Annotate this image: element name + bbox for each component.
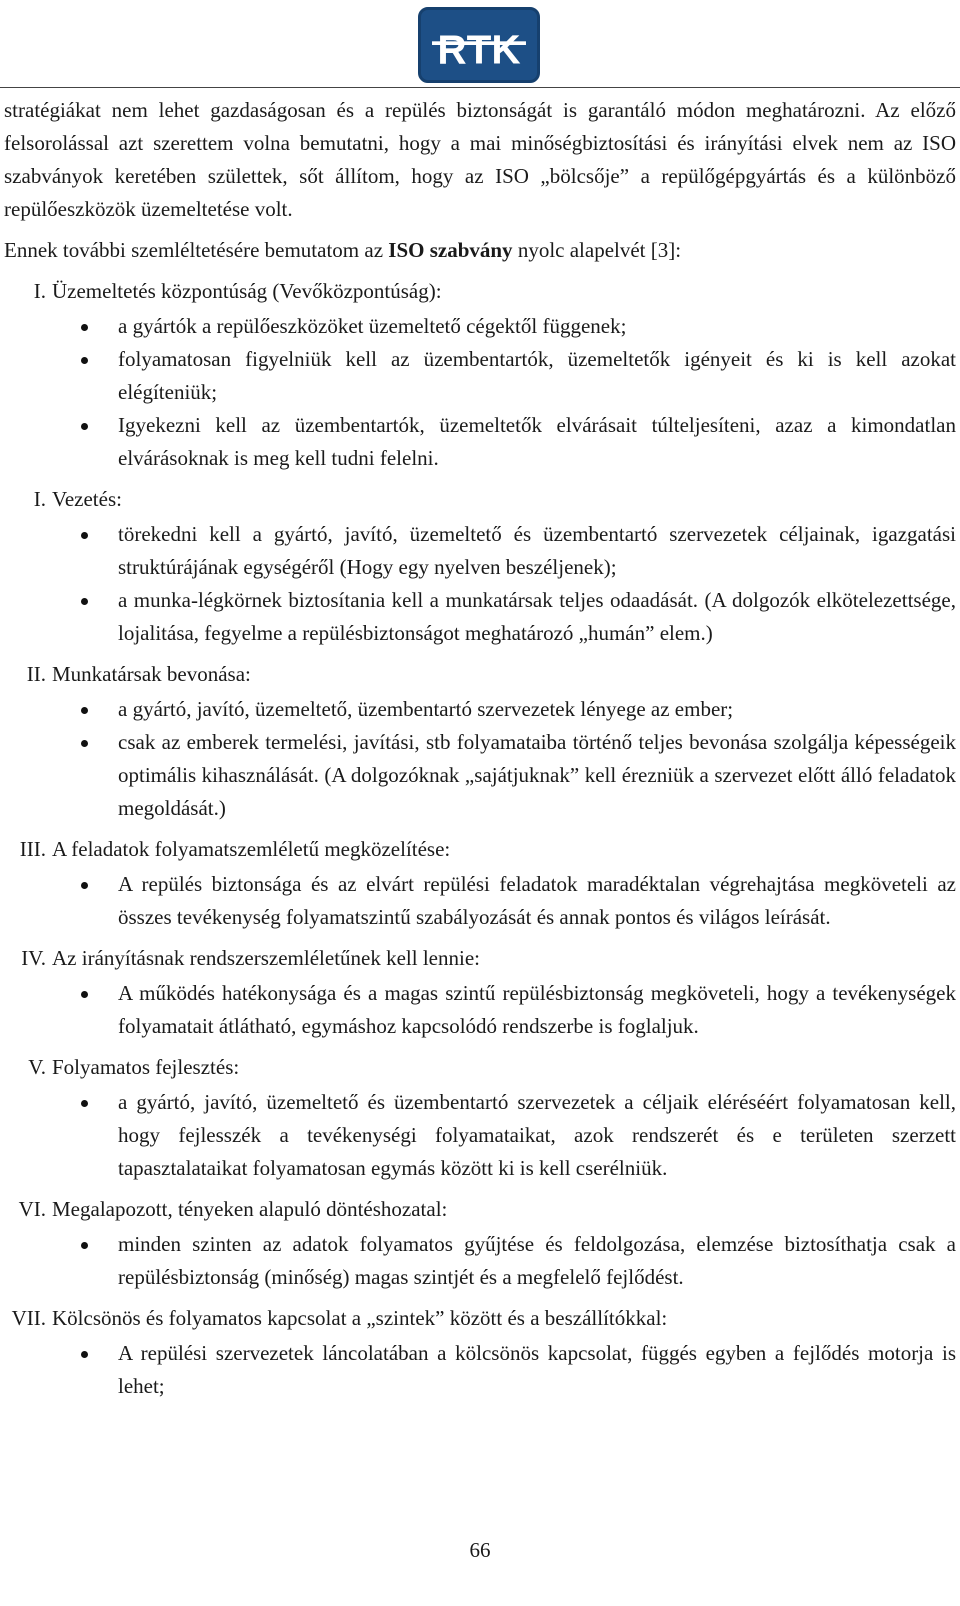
principle-bullet-list bbox=[4, 693, 956, 825]
rtk-logo-mark bbox=[421, 10, 537, 80]
bullet-text: A repülési szervezetek láncolatában a kölcsönös kapcsolat, függés egyben a fejlődés motorja is lehet; bbox=[118, 1341, 956, 1398]
principle-bullet-list bbox=[4, 1086, 956, 1185]
principle-title: Üzemeltetés központúság (Vevőközpontúság): bbox=[52, 279, 442, 303]
principle-number: VII. bbox=[11, 1306, 46, 1330]
principle-number: VI. bbox=[18, 1197, 46, 1221]
bullet-item bbox=[4, 584, 956, 650]
principle-number: V. bbox=[28, 1055, 46, 1079]
principle-heading bbox=[4, 833, 956, 866]
bullet-text: a gyártó, javító, üzemeltető és üzembentartó szervezetek a céljaik eléréséért folyamatosan kell, hogy fejlesszék a tevékenységi folyamataikat, azok rendszerét és e területen szerzett tapasztalataikat folyamatosan egymás között ki is kell cserélniük. bbox=[118, 1090, 956, 1180]
principle-title: A feladatok folyamatszemléletű megközelítése: bbox=[52, 837, 451, 861]
rtk-logo bbox=[418, 7, 540, 83]
bullet-item bbox=[4, 518, 956, 584]
bullet-dot-icon bbox=[81, 991, 88, 998]
principle-heading bbox=[4, 942, 956, 975]
principle-bullet-list bbox=[4, 1228, 956, 1294]
principle-bullet-list bbox=[4, 977, 956, 1043]
principle-heading bbox=[4, 483, 956, 516]
bullet-text: A repülés biztonsága és az elvárt repülési feladatok maradéktalan végrehajtása megköveteli az összes tevékenység folyamatszintű szabályozását és annak pontos és világos leírását. bbox=[118, 872, 956, 929]
principle-number: I. bbox=[33, 279, 46, 303]
principle-heading bbox=[4, 1193, 956, 1226]
principle-title: Folyamatos fejlesztés: bbox=[52, 1055, 240, 1079]
bullet-dot-icon bbox=[81, 740, 88, 747]
page-header bbox=[0, 0, 960, 90]
bullet-dot-icon bbox=[81, 707, 88, 714]
principle-number: II. bbox=[26, 662, 46, 686]
principle-title: Megalapozott, tényeken alapuló döntéshozatal: bbox=[52, 1197, 448, 1221]
bullet-text: csak az emberek termelési, javítási, stb folyamataiba történő teljes bevonása szolgálja képességeik optimális kihasználását. (A dolgozóknak „sajátjuknak” kell érezniük a szervezet előtt álló feladatok megoldását.) bbox=[118, 730, 956, 820]
bullet-text: Igyekezni kell az üzembentartók, üzemeltetők elvárásait túlteljesíteni, azaz a kimondatlan elvárásoknak is meg kell tudni felelni. bbox=[118, 413, 956, 470]
principle-heading bbox=[4, 1051, 956, 1084]
lead-text-bold: ISO szabvány bbox=[388, 238, 513, 262]
principle-bullet-list bbox=[4, 310, 956, 475]
principle-title: Az irányításnak rendszerszemléletűnek kell lennie: bbox=[52, 946, 480, 970]
header-rule bbox=[0, 87, 960, 88]
bullet-item bbox=[4, 693, 956, 726]
principle-title: Kölcsönös és folyamatos kapcsolat a „szintek” között és a beszállítókkal: bbox=[52, 1306, 668, 1330]
principle-title: Vezetés: bbox=[52, 487, 122, 511]
bullet-text: a munka-légkörnek biztosítania kell a munkatársak teljes odaadását. (A dolgozók elkötelezettsége, lojalitása, fegyelme a repülésbiztonságot meghatározó „humán” elem.) bbox=[118, 588, 956, 645]
bullet-dot-icon bbox=[81, 1351, 88, 1358]
page-number: 66 bbox=[469, 1538, 491, 1562]
principle-bullet-list bbox=[4, 1337, 956, 1403]
bullet-dot-icon bbox=[81, 532, 88, 539]
bullet-item bbox=[4, 977, 956, 1043]
lead-text-before: Ennek további szemléltetésére bemutatom az bbox=[4, 238, 389, 262]
principles-list bbox=[4, 275, 956, 1403]
intro-lead-paragraph bbox=[4, 234, 956, 267]
principle-number: III. bbox=[19, 837, 46, 861]
bullet-item bbox=[4, 310, 956, 343]
bullet-dot-icon bbox=[81, 1242, 88, 1249]
bullet-item bbox=[4, 726, 956, 825]
bullet-item bbox=[4, 1337, 956, 1403]
intro-paragraph: stratégiákat nem lehet gazdaságosan és a repülés biztonságát is garantáló módon meghatározni. Az előző felsorolással azt szerettem volna bemutatni, hogy a mai minőségbiztosítási és irányítási elvek nem az ISO szabványok keretében születtek, sőt állítom, hogy az ISO „bölcsője” a repülőgépgyártás és a különböző repülőeszközök üzemeltetése volt. bbox=[4, 98, 956, 221]
bullet-item bbox=[4, 343, 956, 409]
bullet-dot-icon bbox=[81, 357, 88, 364]
bullet-item bbox=[4, 409, 956, 475]
principle-heading bbox=[4, 1302, 956, 1335]
bullet-text: A működés hatékonysága és a magas szintű repülésbiztonság megköveteli, hogy a tevékenységek folyamatait átlátható, egymáshoz kapcsolódó rendszerbe is foglaljuk. bbox=[118, 981, 956, 1038]
principle-heading bbox=[4, 275, 956, 308]
bullet-dot-icon bbox=[81, 324, 88, 331]
bullet-text: a gyártó, javító, üzemeltető, üzembentartó szervezetek lényege az ember; bbox=[118, 697, 734, 721]
principle-number: IV. bbox=[21, 946, 46, 970]
bullet-item bbox=[4, 868, 956, 934]
bullet-item bbox=[4, 1086, 956, 1185]
bullet-dot-icon bbox=[81, 882, 88, 889]
bullet-text: a gyártók a repülőeszközöket üzemeltető cégektől függenek; bbox=[118, 314, 627, 338]
bullet-item bbox=[4, 1228, 956, 1294]
principle-bullet-list bbox=[4, 518, 956, 650]
bullet-dot-icon bbox=[81, 1100, 88, 1107]
bullet-text: minden szinten az adatok folyamatos gyűjtése és feldolgozása, elemzése biztosíthatja csak a repülésbiztonság (minőség) magas szintjét és a megfelelő fejlődést. bbox=[118, 1232, 956, 1289]
logo-text: RTK bbox=[437, 26, 521, 73]
document-body bbox=[4, 94, 956, 1403]
bullet-text: folyamatosan figyelniük kell az üzembentartók, üzemeltetők igényeit és ki is kell azokat elégíteniük; bbox=[118, 347, 956, 404]
bullet-dot-icon bbox=[81, 598, 88, 605]
principle-bullet-list bbox=[4, 868, 956, 934]
principle-heading bbox=[4, 658, 956, 691]
bullet-dot-icon bbox=[81, 423, 88, 430]
principle-number: I. bbox=[33, 487, 46, 511]
principle-title: Munkatársak bevonása: bbox=[52, 662, 251, 686]
lead-text-after: nyolc alapelvét [3]: bbox=[512, 238, 682, 262]
bullet-text: törekedni kell a gyártó, javító, üzemeltető és üzembentartó szervezetek céljainak, igazgatási struktúrájának egységéről (Hogy egy nyelven beszéljenek); bbox=[118, 522, 956, 579]
